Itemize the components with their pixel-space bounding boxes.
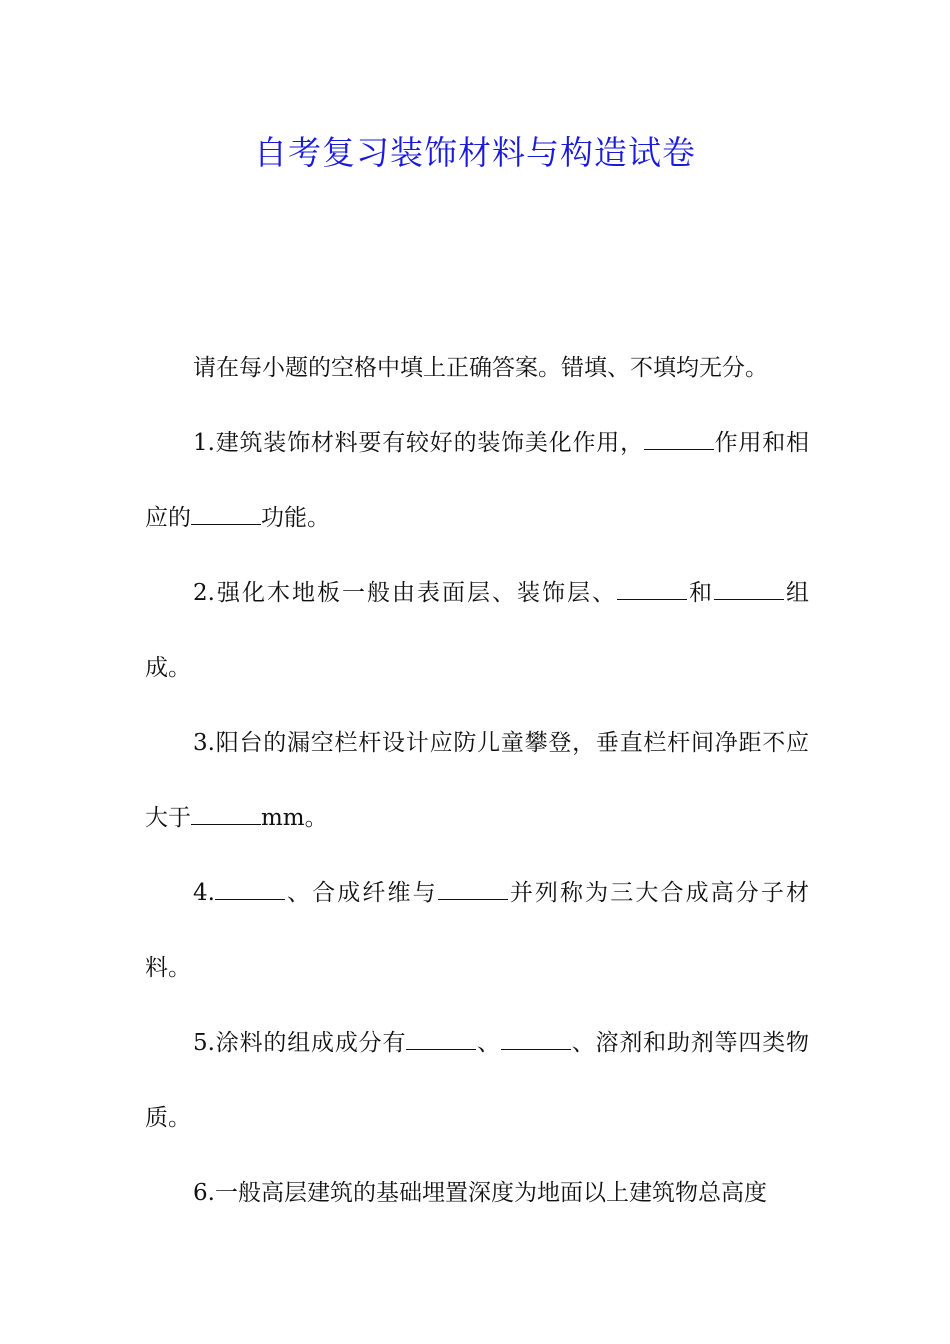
document-title: 自考复习装饰材料与构造试卷 bbox=[254, 133, 696, 172]
question-6 bbox=[145, 1156, 809, 1231]
answer-blank bbox=[406, 1031, 476, 1050]
question-text: 、溶剂和助剂等四类物质。 bbox=[145, 1030, 810, 1131]
answer-blank bbox=[191, 806, 261, 825]
question-text: 组成。 bbox=[145, 580, 810, 681]
question-3 bbox=[145, 706, 809, 856]
question-text: 和 bbox=[686, 580, 714, 606]
document-body bbox=[145, 331, 809, 1231]
question-text: 并列称为三大合成高分子材料。 bbox=[145, 880, 810, 981]
answer-blank bbox=[617, 581, 687, 600]
answer-blank bbox=[644, 431, 714, 450]
question-text: 作用和相应的 bbox=[145, 430, 809, 531]
answer-blank bbox=[714, 581, 784, 600]
question-2 bbox=[145, 556, 809, 706]
answer-blank bbox=[438, 881, 508, 900]
question-1 bbox=[145, 406, 809, 556]
answer-blank bbox=[215, 881, 285, 900]
question-text: 1.建筑装饰材料要有较好的装饰美化作用， bbox=[193, 430, 644, 456]
question-5 bbox=[145, 1006, 809, 1156]
question-text: 6.一般高层建筑的基础埋置深度为地面以上建筑物总高度 bbox=[193, 1180, 767, 1206]
question-text: 、合成纤维与 bbox=[284, 880, 438, 906]
question-text: 功能。 bbox=[261, 505, 330, 531]
question-text: 4. bbox=[193, 880, 215, 906]
answer-blank bbox=[191, 506, 261, 525]
instructions: 请在每小题的空格中填上正确答案。错填、不填均无分。 bbox=[193, 355, 768, 381]
answer-blank bbox=[501, 1031, 571, 1050]
question-text: 5.涂料的组成成分有 bbox=[193, 1030, 407, 1056]
question-text: mm。 bbox=[261, 805, 328, 831]
question-text: 3.阳台的漏空栏杆设计应防儿童攀登，垂直栏杆间净距不应大于 bbox=[145, 730, 809, 831]
question-4 bbox=[145, 856, 809, 1006]
question-text: 2.强化木地板一般由表面层、装饰层、 bbox=[193, 580, 617, 606]
question-text: 、 bbox=[476, 1030, 501, 1056]
